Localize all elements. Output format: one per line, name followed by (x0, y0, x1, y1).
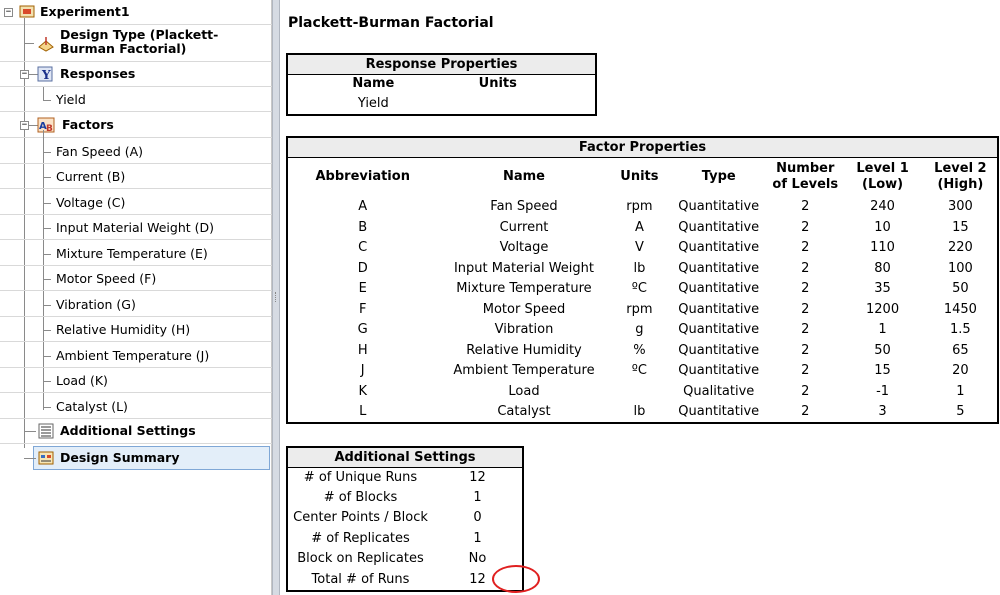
table-cell: 0 (473, 510, 482, 526)
table-cell: 100 (947, 260, 973, 276)
table-row (287, 529, 523, 550)
splitter-grip[interactable] (275, 292, 277, 302)
factors-icon (37, 117, 53, 133)
tree-node-label: Load (K) (56, 373, 108, 388)
tree-node-label: Catalyst (L) (56, 399, 128, 414)
table-cell: # of Replicates (311, 530, 410, 546)
table-title: Additional Settings (287, 447, 523, 467)
svg-text:A: A (39, 121, 47, 132)
tree-node-factor[interactable] (0, 164, 272, 189)
table-cell: Total # of Runs (311, 571, 410, 587)
svg-text:B: B (46, 124, 53, 133)
tree-node-responses[interactable] (0, 62, 272, 87)
table-cell: Voltage (499, 240, 549, 256)
table-cell: 2 (801, 240, 810, 256)
table-cell: 3 (878, 404, 887, 419)
table-row (287, 341, 998, 362)
table-cell: # of Blocks (323, 489, 398, 505)
tree-node-label: Vibration (G) (56, 297, 136, 312)
tree-node-factor[interactable] (0, 394, 272, 419)
table-cell: Qualitative (683, 383, 755, 399)
table-cell: Quantitative (678, 199, 760, 215)
table-cell: 80 (874, 260, 891, 276)
responses-icon (37, 66, 53, 82)
table-cell: Motor Speed (482, 301, 566, 317)
table-cell: Center Points / Block (293, 510, 428, 526)
column-header: Level 2 (High) (934, 161, 987, 193)
table-cell: -1 (876, 383, 890, 399)
experiment-icon (19, 4, 35, 20)
table-cell: 2 (801, 219, 810, 235)
table-cell: Yield (357, 96, 389, 112)
design-type-icon (37, 35, 53, 51)
table-cell: C (358, 240, 368, 256)
table-cell: 1.5 (950, 322, 971, 338)
table-cell: 2 (801, 342, 810, 358)
tree-node-label: Factors (62, 117, 114, 132)
table-cell: 1 (878, 322, 887, 338)
table-cell: 15 (952, 219, 969, 235)
table-cell: 12 (469, 469, 486, 485)
table-row (287, 488, 523, 509)
tree-node-label: Voltage (C) (56, 195, 126, 210)
table-cell: K (358, 383, 367, 399)
table-cell: G (357, 322, 368, 338)
table-cell: ºC (631, 281, 647, 297)
collapse-icon[interactable]: − (5, 7, 12, 17)
table-cell: ºC (631, 363, 647, 379)
table-cell: Quantitative (678, 363, 760, 379)
table-cell: Quantitative (678, 301, 760, 317)
tree-node-label: Design Summary (60, 450, 180, 465)
panel-splitter[interactable] (272, 0, 280, 595)
table-cell: Mixture Temperature (456, 281, 592, 297)
table-cell: 2 (801, 363, 810, 379)
tree-node-label: Fan Speed (A) (56, 144, 144, 159)
tree-node-factor[interactable] (0, 190, 272, 215)
factor-rows (287, 197, 998, 423)
table-cell: 2 (801, 404, 810, 419)
table-cell: % (633, 342, 646, 358)
table-cell (459, 94, 596, 115)
table-cell: E (358, 281, 367, 297)
table-cell: 50 (874, 342, 891, 358)
tree-node-factor[interactable] (0, 266, 272, 291)
table-title: Factor Properties (287, 137, 998, 157)
column-header: Type (701, 169, 736, 185)
table-cell: 240 (870, 199, 895, 215)
table-cell: 1 (473, 530, 482, 546)
tree-node-factor[interactable] (0, 292, 272, 317)
tree-node-factor[interactable] (0, 139, 272, 164)
response-properties-table (286, 53, 597, 116)
table-cell (611, 382, 669, 403)
table-row (287, 197, 998, 218)
table-cell: Quantitative (678, 240, 760, 256)
table-cell: 5 (956, 404, 965, 419)
table-cell: F (358, 301, 367, 317)
tree-node-label: Current (B) (56, 169, 126, 184)
tree-node-factor[interactable] (0, 317, 272, 342)
tree-node-design-summary[interactable] (0, 446, 272, 471)
summary-icon (38, 450, 54, 466)
tree-node-factor[interactable] (0, 368, 272, 393)
table-cell: 1 (473, 489, 482, 505)
tree-node-additional-settings[interactable] (0, 419, 272, 444)
tree-node-design-type[interactable] (0, 25, 272, 62)
table-row (287, 238, 998, 259)
table-row (287, 94, 596, 115)
table-cell: Quantitative (678, 342, 760, 358)
tree-node-label: Yield (56, 92, 86, 107)
table-cell: g (635, 322, 644, 338)
tree-node-label: Relative Humidity (H) (56, 322, 191, 337)
collapse-icon[interactable]: − (21, 69, 28, 79)
table-cell: A (358, 199, 368, 215)
column-header: Units (620, 169, 659, 185)
table-row (287, 570, 523, 591)
table-cell: Ambient Temperature (453, 363, 595, 379)
table-cell: No (468, 551, 487, 567)
table-cell: Vibration (494, 322, 554, 338)
design-summary-report (281, 0, 1000, 595)
table-cell: 1450 (943, 301, 977, 317)
table-cell: lb (633, 260, 646, 276)
tree-node-factors[interactable] (0, 113, 272, 138)
table-cell: Current (499, 219, 549, 235)
column-header: Name (352, 76, 395, 92)
table-row (287, 320, 998, 341)
table-cell: Block on Replicates (297, 551, 424, 567)
collapse-icon[interactable]: − (21, 120, 28, 130)
table-row (287, 279, 998, 300)
column-header: Level 1 (Low) (856, 161, 909, 193)
table-cell: 2 (801, 281, 810, 297)
column-header: Name (502, 169, 545, 185)
tree-node-factor[interactable] (0, 215, 272, 240)
table-cell: Catalyst (497, 404, 551, 419)
table-row (287, 467, 523, 488)
table-cell: D (357, 260, 368, 276)
table-cell: 50 (952, 281, 969, 297)
settings-list-icon (38, 423, 54, 439)
column-header: Number of Levels (772, 161, 839, 193)
tree-node-label: Experiment1 (40, 4, 130, 19)
table-cell: 15 (874, 363, 891, 379)
table-cell: H (357, 342, 368, 358)
table-cell: lb (633, 404, 646, 419)
table-cell: 20 (952, 363, 969, 379)
table-row (287, 549, 523, 570)
table-cell: Quantitative (678, 260, 760, 276)
table-cell: 2 (801, 199, 810, 215)
table-cell: A (634, 219, 644, 235)
table-cell: Quantitative (678, 404, 760, 419)
table-cell: Quantitative (678, 219, 760, 235)
table-cell: L (359, 404, 367, 419)
design-tree-panel (0, 0, 272, 595)
table-cell: 2 (801, 301, 810, 317)
table-cell: 220 (947, 240, 973, 256)
table-cell: 35 (874, 281, 891, 297)
column-header: Abbreviation (315, 169, 410, 185)
tree-node-label: Motor Speed (F) (56, 271, 157, 286)
table-cell: # of Unique Runs (303, 469, 418, 485)
table-row (287, 218, 998, 239)
tree-node-label: Responses (60, 66, 136, 81)
table-cell: 2 (801, 383, 810, 399)
table-cell: 12 (469, 571, 486, 587)
tree-node-factor[interactable] (0, 241, 272, 266)
table-cell: 10 (874, 219, 891, 235)
additional-settings-table (286, 446, 524, 592)
tree-node-yield[interactable] (0, 87, 272, 112)
table-cell: 110 (870, 240, 895, 256)
tree-node-label: Additional Settings (60, 423, 196, 438)
tree-node-label: Ambient Temperature (J) (56, 348, 210, 363)
table-title: Response Properties (287, 54, 596, 74)
table-cell: Relative Humidity (466, 342, 582, 358)
table-cell: 65 (952, 342, 969, 358)
table-row (287, 259, 998, 280)
table-cell: V (634, 240, 644, 256)
svg-text:Y: Y (42, 68, 51, 82)
table-cell: 1 (956, 383, 965, 399)
table-cell: 300 (947, 199, 973, 215)
tree-node-label: Mixture Temperature (E) (56, 246, 208, 261)
table-row (287, 361, 998, 382)
column-header: Units (478, 76, 517, 92)
table-cell: Fan Speed (490, 199, 558, 215)
settings-rows (287, 467, 523, 591)
table-cell: 2 (801, 322, 810, 338)
table-cell: rpm (626, 301, 653, 317)
table-row (287, 300, 998, 321)
tree-node-factor[interactable] (0, 343, 272, 368)
table-row (287, 402, 998, 423)
tree-node-label: Design Type (Plackett-Burman Factorial) (60, 27, 219, 56)
tree-node-experiment[interactable] (0, 0, 272, 25)
table-row (287, 508, 523, 529)
table-cell: B (358, 219, 368, 235)
table-cell: Load (508, 383, 540, 399)
table-cell: Quantitative (678, 281, 760, 297)
factor-properties-table (286, 136, 999, 424)
table-row (287, 382, 998, 403)
tree-node-label: Input Material Weight (D) (56, 220, 214, 235)
table-cell: 1200 (866, 301, 900, 317)
table-cell: 2 (801, 260, 810, 276)
table-cell: Input Material Weight (453, 260, 594, 276)
table-cell: J (360, 363, 365, 379)
table-cell: Quantitative (678, 322, 760, 338)
page-title: Plackett-Burman Factorial (288, 15, 494, 31)
table-cell: rpm (626, 199, 653, 215)
